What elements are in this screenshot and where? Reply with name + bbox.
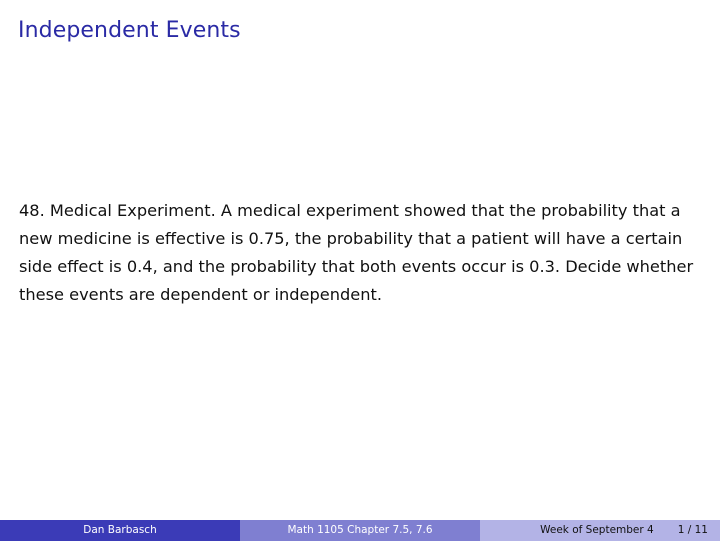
- footer-author: Dan Barbasch: [0, 520, 240, 541]
- footer-bar: [0, 520, 720, 541]
- footer-course-title: Math 1105 Chapter 7.5, 7.6: [240, 520, 480, 541]
- problem-text: 48. Medical Experiment. A medical experiment showed that the probability that a new medicine is effective is 0.75, the probability that a patient will have a certain side effect is 0.4, and the probability that both events occur is 0.3. Decide whether these events are dependent or independent.: [19, 201, 694, 304]
- frame-title: Independent Events: [18, 18, 241, 43]
- footer-right-section: [480, 520, 720, 541]
- page-number: 1 / 11: [677, 524, 708, 536]
- footer-date: Week of September 4: [540, 524, 654, 536]
